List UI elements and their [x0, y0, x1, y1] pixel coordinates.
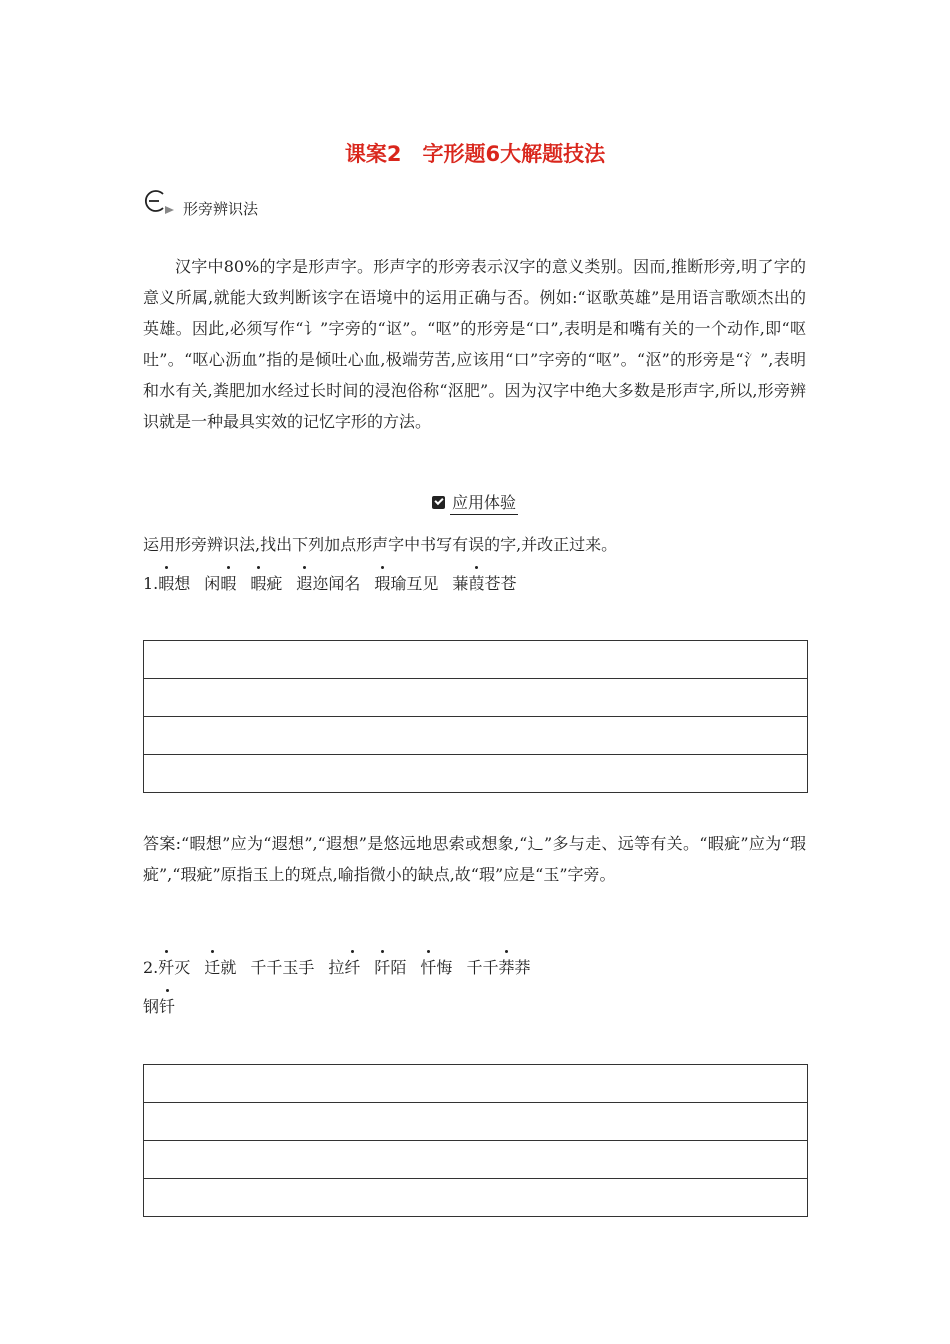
checkbox-icon: [432, 496, 445, 509]
dotted-char: 歼: [158, 955, 174, 978]
answer-box-2[interactable]: [143, 1064, 808, 1217]
word-text: 想: [174, 574, 191, 593]
word-text: 莽: [514, 958, 531, 977]
practice-word: [204, 571, 236, 594]
answer-line[interactable]: [144, 1179, 807, 1217]
intro-paragraph: 汉字中80%的字是形声字。形声字的形旁表示汉字的意义类别。因而,推断形旁,明了字的意义所属,就能大致判断该字在语境中的运用正确与否。例如:“讴歌英雄”是用语言歌颂杰出的英雄。因此,必须写作“讠”字旁的“讴”。“呕”的形旁是“口”,表明是和嘴有关的一个动作,即“呕吐”。“呕心沥血”指的是倾吐心血,极端劳苦,应该用“口”字旁的“呕”。“沤”的形旁是“氵”,表明和水有关,粪肥加水经过长时间的浸泡俗称“沤肥”。因为汉字中绝大多数是形声字,所以,形旁辨识就是一种最具实效的记忆字形的方法。: [143, 257, 806, 431]
practice-word: [452, 571, 516, 594]
dotted-char: 忏: [420, 955, 436, 978]
dotted-char: 阡: [374, 955, 390, 978]
word-text: 瑜互见: [390, 574, 439, 593]
practice-word: [466, 955, 530, 978]
page-title: 课案2 字形题6大解题技法: [344, 142, 606, 166]
dotted-char: 纤: [344, 955, 360, 978]
answer-line[interactable]: [144, 641, 807, 679]
answer-line[interactable]: [144, 755, 807, 793]
answer-line[interactable]: [144, 679, 807, 717]
answer-line[interactable]: [144, 1103, 807, 1141]
practice-heading: 应用体验: [0, 490, 950, 515]
practice-word: [328, 955, 360, 978]
word-text: 迩闻名: [312, 574, 361, 593]
circled-one-icon: [143, 188, 177, 214]
question-1: 1.暇想 闲暇 暇疵 遐迩闻名 瑕瑜互见 蒹葭苍苍: [143, 571, 530, 594]
practice-word: [158, 571, 190, 594]
word-text: 千千: [466, 958, 499, 977]
answer-1: 答案:“暇想”应为“遐想”,“遐想”是悠远地思索或想象,“辶”多与走、远等有关。“暇疵”应为“瑕疵”,“瑕疵”原指玉上的斑点,喻指微小的缺点,故“瑕”应是“玉”字旁。: [143, 834, 806, 884]
dotted-char: 葭: [468, 571, 484, 594]
answer-line[interactable]: [144, 1141, 807, 1179]
word-text: 悔: [436, 958, 453, 977]
practice-word: [158, 955, 190, 978]
practice-word: [250, 955, 314, 978]
word-text: 千千玉手: [250, 958, 315, 977]
question-2-extra: [143, 994, 189, 1017]
question-2: 2.歼灭 迁就 千千玉手 拉纤 阡陌 忏悔 千千莽莽: [143, 955, 544, 978]
section-label: 形旁辨识法: [183, 200, 259, 218]
practice-word: [420, 955, 452, 978]
word-text: 灭: [174, 958, 191, 977]
word-text: 疵: [266, 574, 283, 593]
answer-box-1[interactable]: [143, 640, 808, 793]
practice-word: [296, 571, 360, 594]
word-text: 钢: [143, 997, 160, 1016]
practice-word: [204, 955, 236, 978]
word-text: 就: [220, 958, 237, 977]
dotted-char: 莽: [498, 955, 514, 978]
practice-word: [374, 571, 438, 594]
dotted-char: 暇: [220, 571, 236, 594]
practice-word: [250, 571, 282, 594]
dotted-char: 暇: [158, 571, 174, 594]
word-text: 闲: [204, 574, 221, 593]
dotted-char: 遐: [296, 571, 312, 594]
instruction-text: 运用形旁辨识法,找出下列加点形声字中书写有误的字,并改正过来。: [143, 535, 618, 554]
word-text: 陌: [390, 958, 407, 977]
dotted-char: 迁: [204, 955, 220, 978]
word-text: 苍苍: [484, 574, 517, 593]
word-text: 蒹: [452, 574, 469, 593]
answer-line[interactable]: [144, 717, 807, 755]
answer-line[interactable]: [144, 1065, 807, 1103]
practice-word: [374, 955, 406, 978]
word-text: 拉: [328, 958, 345, 977]
dotted-char: 瑕: [374, 571, 390, 594]
practice-word: [143, 994, 175, 1017]
dotted-char: 钎: [159, 994, 175, 1017]
dotted-char: 暇: [250, 571, 266, 594]
